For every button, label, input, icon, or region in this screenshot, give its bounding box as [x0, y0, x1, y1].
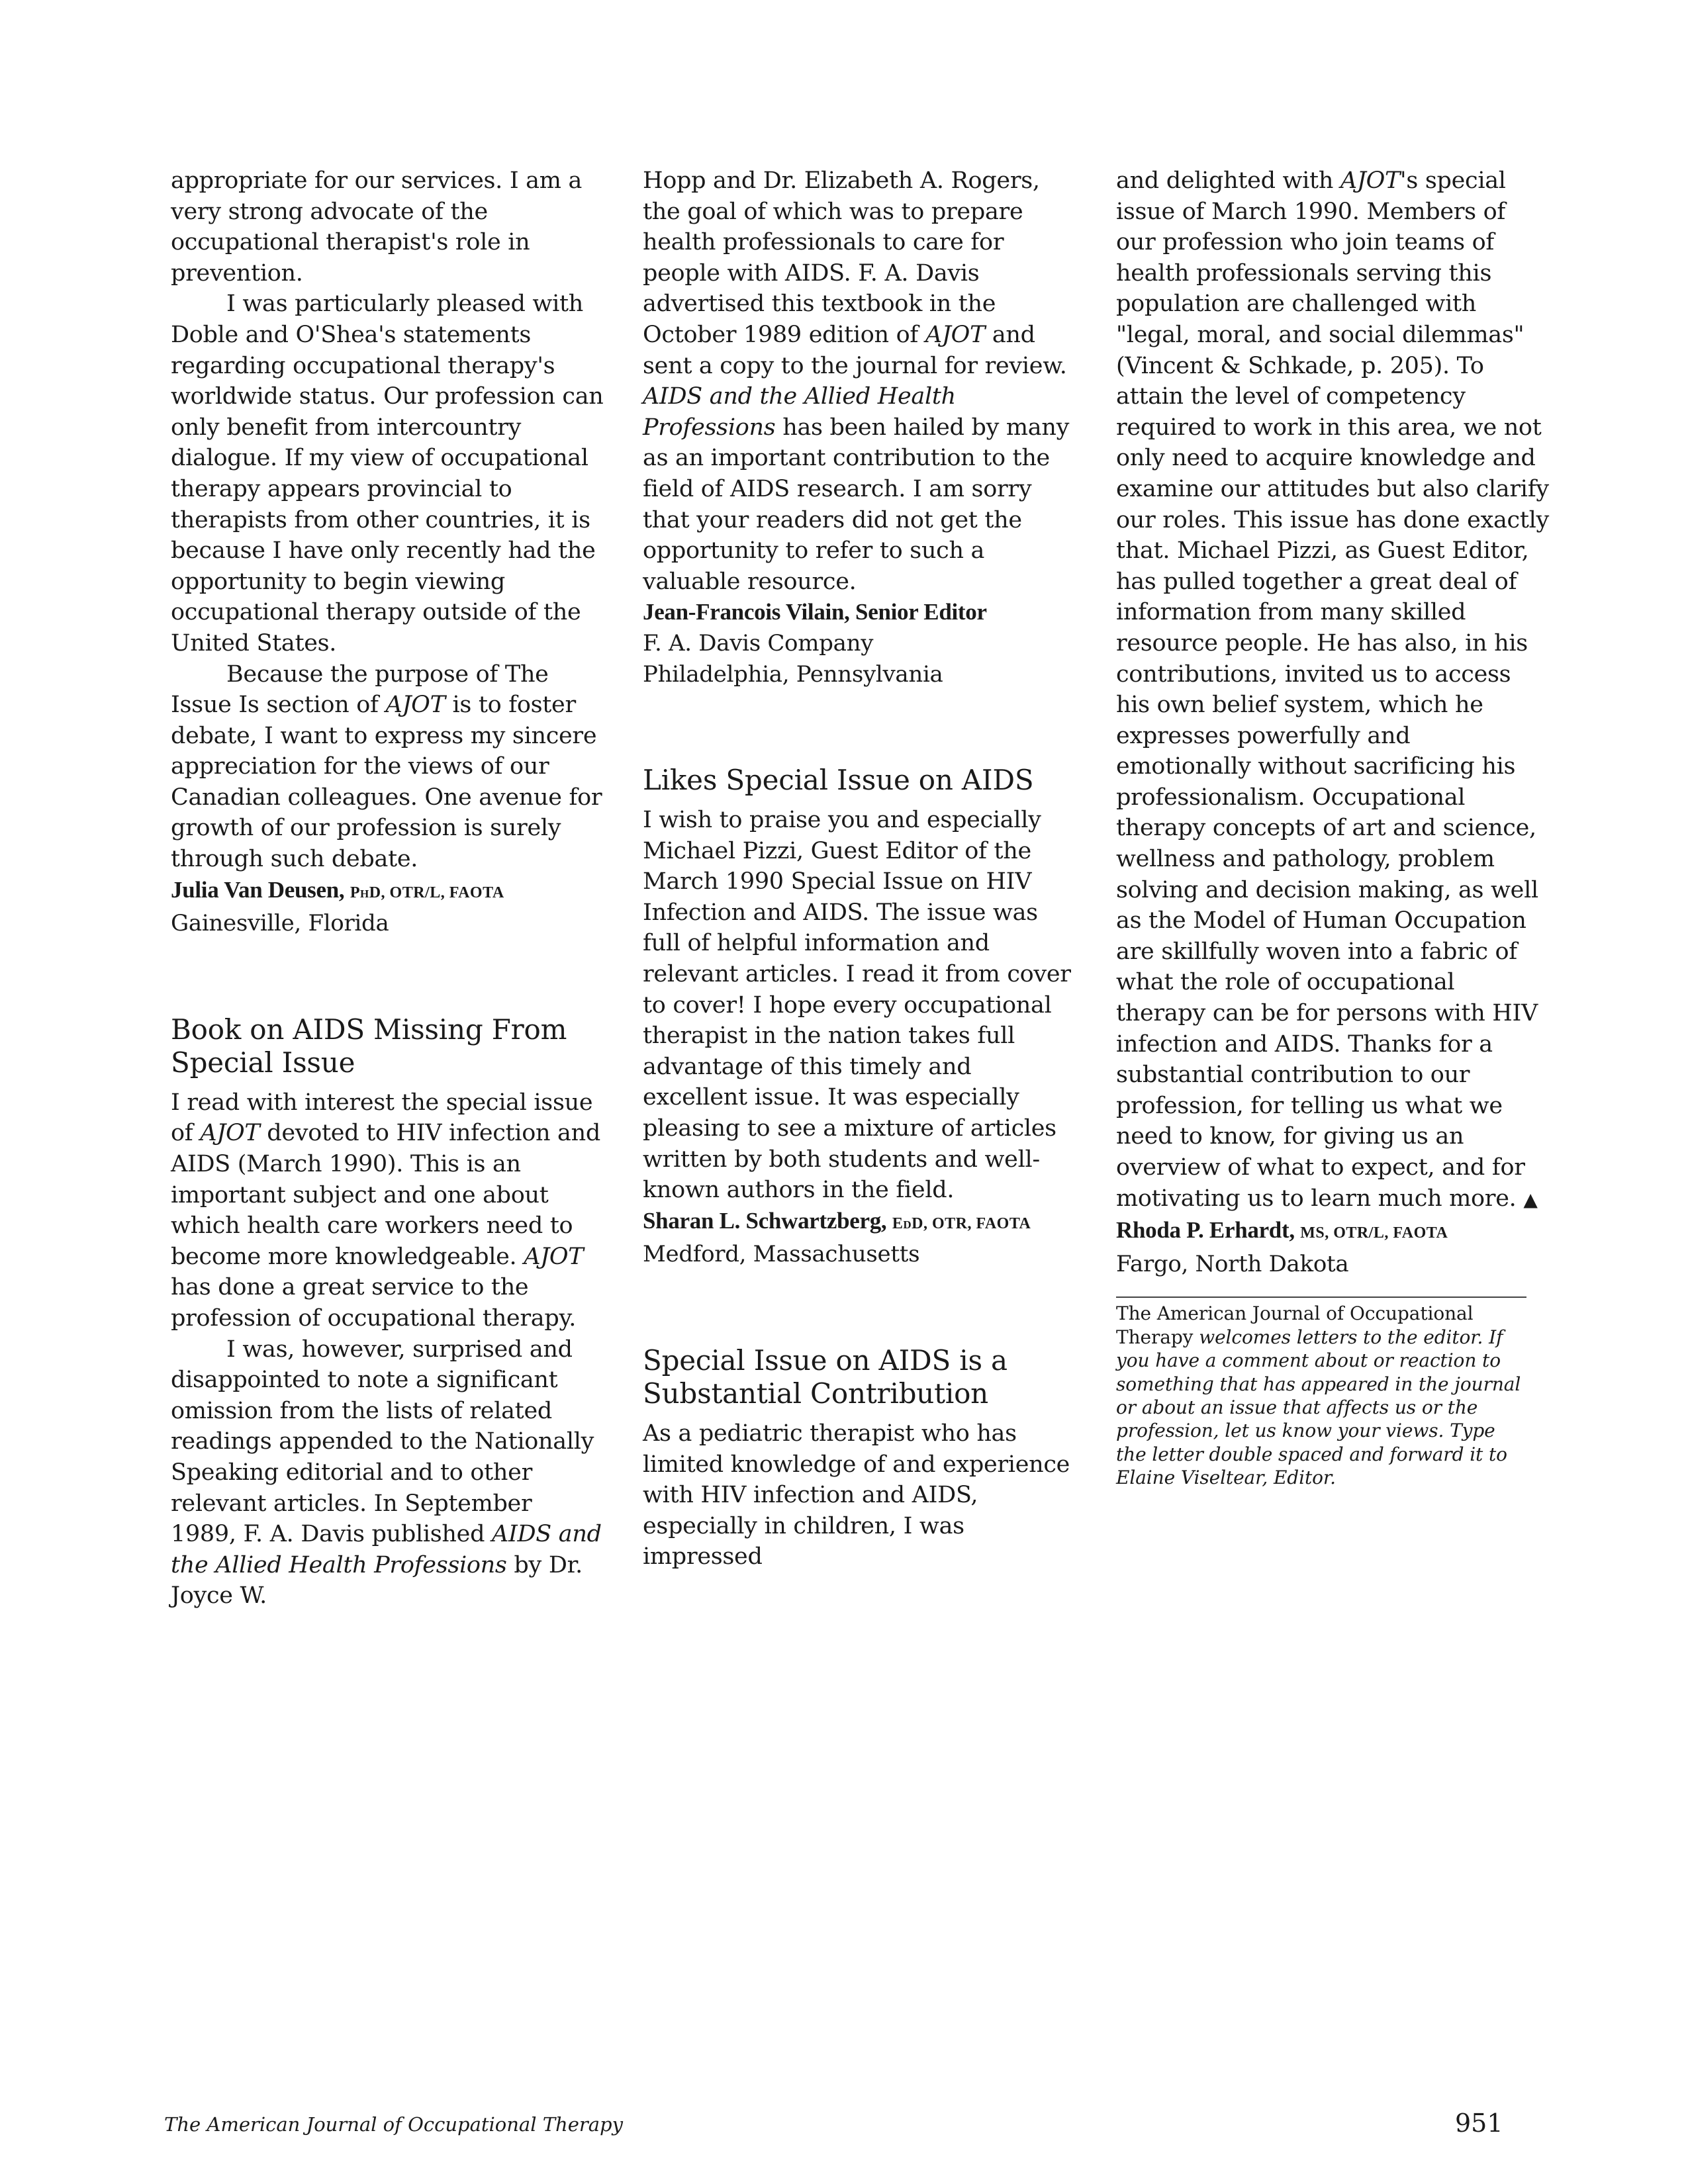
letter-heading: Book on AIDS Missing From Special Issue	[171, 1013, 567, 1079]
page-number: 951	[1455, 2109, 1503, 2138]
signature-place: Fargo, North Dakota	[1116, 1250, 1349, 1277]
signature-place: Gainesville, Florida	[171, 910, 389, 937]
paragraph: appropriate for our services. I am a very strong advocate of the occupational therapist's role in prevention.	[171, 167, 583, 287]
signature-name: Rhoda P. Erhardt, MS, OTR/L, FAOTA	[1116, 1217, 1448, 1244]
paragraph: I was particularly pleased with Doble and O'Shea's statements regarding occupational therapy's worldwide status. Our profession can only benefit from intercountry dialogue. If my view of occupational therapy appears provincial to therapists from other countries, it is because I have only recently had the opportunity to begin viewing occupational therapy outside of the United States.	[171, 291, 604, 657]
paragraph: Because the purpose of The Issue Is section of AJOT is to foster debate, I want to express my sincere appreciation for the views of our Canadian colleagues. One avenue for growth of our profession is surely through such debate.	[171, 660, 602, 873]
paragraph: I was, however, surprised and disappointed to note a significant omission from the lists of related readings appended to the Nationally Speaking editorial and to other relevant articles. In September 1989, F. A. Davis published AIDS and the Allied Health Professions by Dr. Joyce W.	[171, 1336, 602, 1610]
editor-note-text: The American Journal of Occupational Therapy welcomes letters to the editor. If you have a comment about or reaction to something that has appeared in the journal or about an issue that affects us or the profession, let us know your views. Type the letter double spaced and forward it to Elaine Viseltear, Editor.	[1116, 1302, 1521, 1489]
footer-journal-title: The American Journal of Occupational Therapy	[164, 2113, 623, 2136]
end-mark-icon: ▲	[1523, 1188, 1538, 1210]
letter-heading: Likes Special Issue on AIDS	[643, 764, 1034, 797]
paragraph: I read with interest the special issue of AJOT devoted to HIV infection and AIDS (March 1990). This is an important subject and one about which health care workers need to become more knowledgeable. AJOT has done a great service to the profession of occupational therapy.	[171, 1089, 600, 1332]
column-2	[643, 165, 1076, 1572]
signature-company: F. A. Davis Company	[643, 629, 874, 657]
paragraph: and delighted with AJOT's special issue of March 1990. Members of our profession who join teams of health professionals serving this population are challenged with "legal, moral, and social dilemmas" (Vincent & Schkade, p. 205). To attain the level of competency required to work in this area, we not only need to acquire knowledge and examine our attitudes but also clarify our roles. This issue has done exactly that. Michael Pizzi, as Guest Editor, has pulled together a great deal of information from many skilled resource people. He has also, in his contributions, invited us to access his own belief system, which he expresses powerfully and emotionally without sacrificing his professionalism. Occupational therapy concepts of art and science, wellness and pathology, problem solving and decision making, as well as the Model of Human Occupation are skillfully woven into a fabric of what the role of occupational therapy can be for persons with HIV infection and AIDS. Thanks for a substantial contribution to our profession, for telling us what we need to know, for giving us an overview of what to expect, and for motivating us to learn much more. ▲	[1116, 167, 1549, 1212]
signature-name: Julia Van Deusen, PhD, OTR/L, FAOTA	[171, 876, 504, 903]
paragraph: As a pediatric therapist who has limited knowledge of and experience with HIV infection and AIDS, especially in children, I was impressed	[643, 1420, 1070, 1570]
signature-name: Sharan L. Schwartzberg, EdD, OTR, FAOTA	[643, 1207, 1031, 1234]
column-1	[171, 165, 604, 1612]
paragraph: Hopp and Dr. Elizabeth A. Rogers, the goal of which was to prepare health professionals to care for people with AIDS. F. A. Davis advertised this textbook in the October 1989 edition of AJOT and sent a copy to the journal for review. AIDS and the Allied Health Professions has been hailed by many as an important contribution to the field of AIDS research. I am sorry that your readers did not get the opportunity to refer to such a valuable resource.	[643, 167, 1070, 595]
signature-place: Medford, Massachusetts	[643, 1241, 920, 1268]
signature-place: Philadelphia, Pennsylvania	[643, 660, 943, 688]
column-3	[1116, 165, 1549, 1490]
letter-heading: Special Issue on AIDS is a Substantial Contribution	[643, 1344, 1008, 1410]
editor-note	[1116, 1297, 1526, 1489]
paragraph: I wish to praise you and especially Michael Pizzi, Guest Editor of the March 1990 Special Issue on HIV Infection and AIDS. The issue was full of helpful information and relevant articles. I read it from cover to cover! I hope every occupational therapist in the nation takes full advantage of this timely and excellent issue. It was especially pleasing to see a mixture of articles written by both students and well-known authors in the field.	[643, 807, 1071, 1204]
signature-name: Jean-Francois Vilain, Senior Editor	[643, 599, 987, 625]
